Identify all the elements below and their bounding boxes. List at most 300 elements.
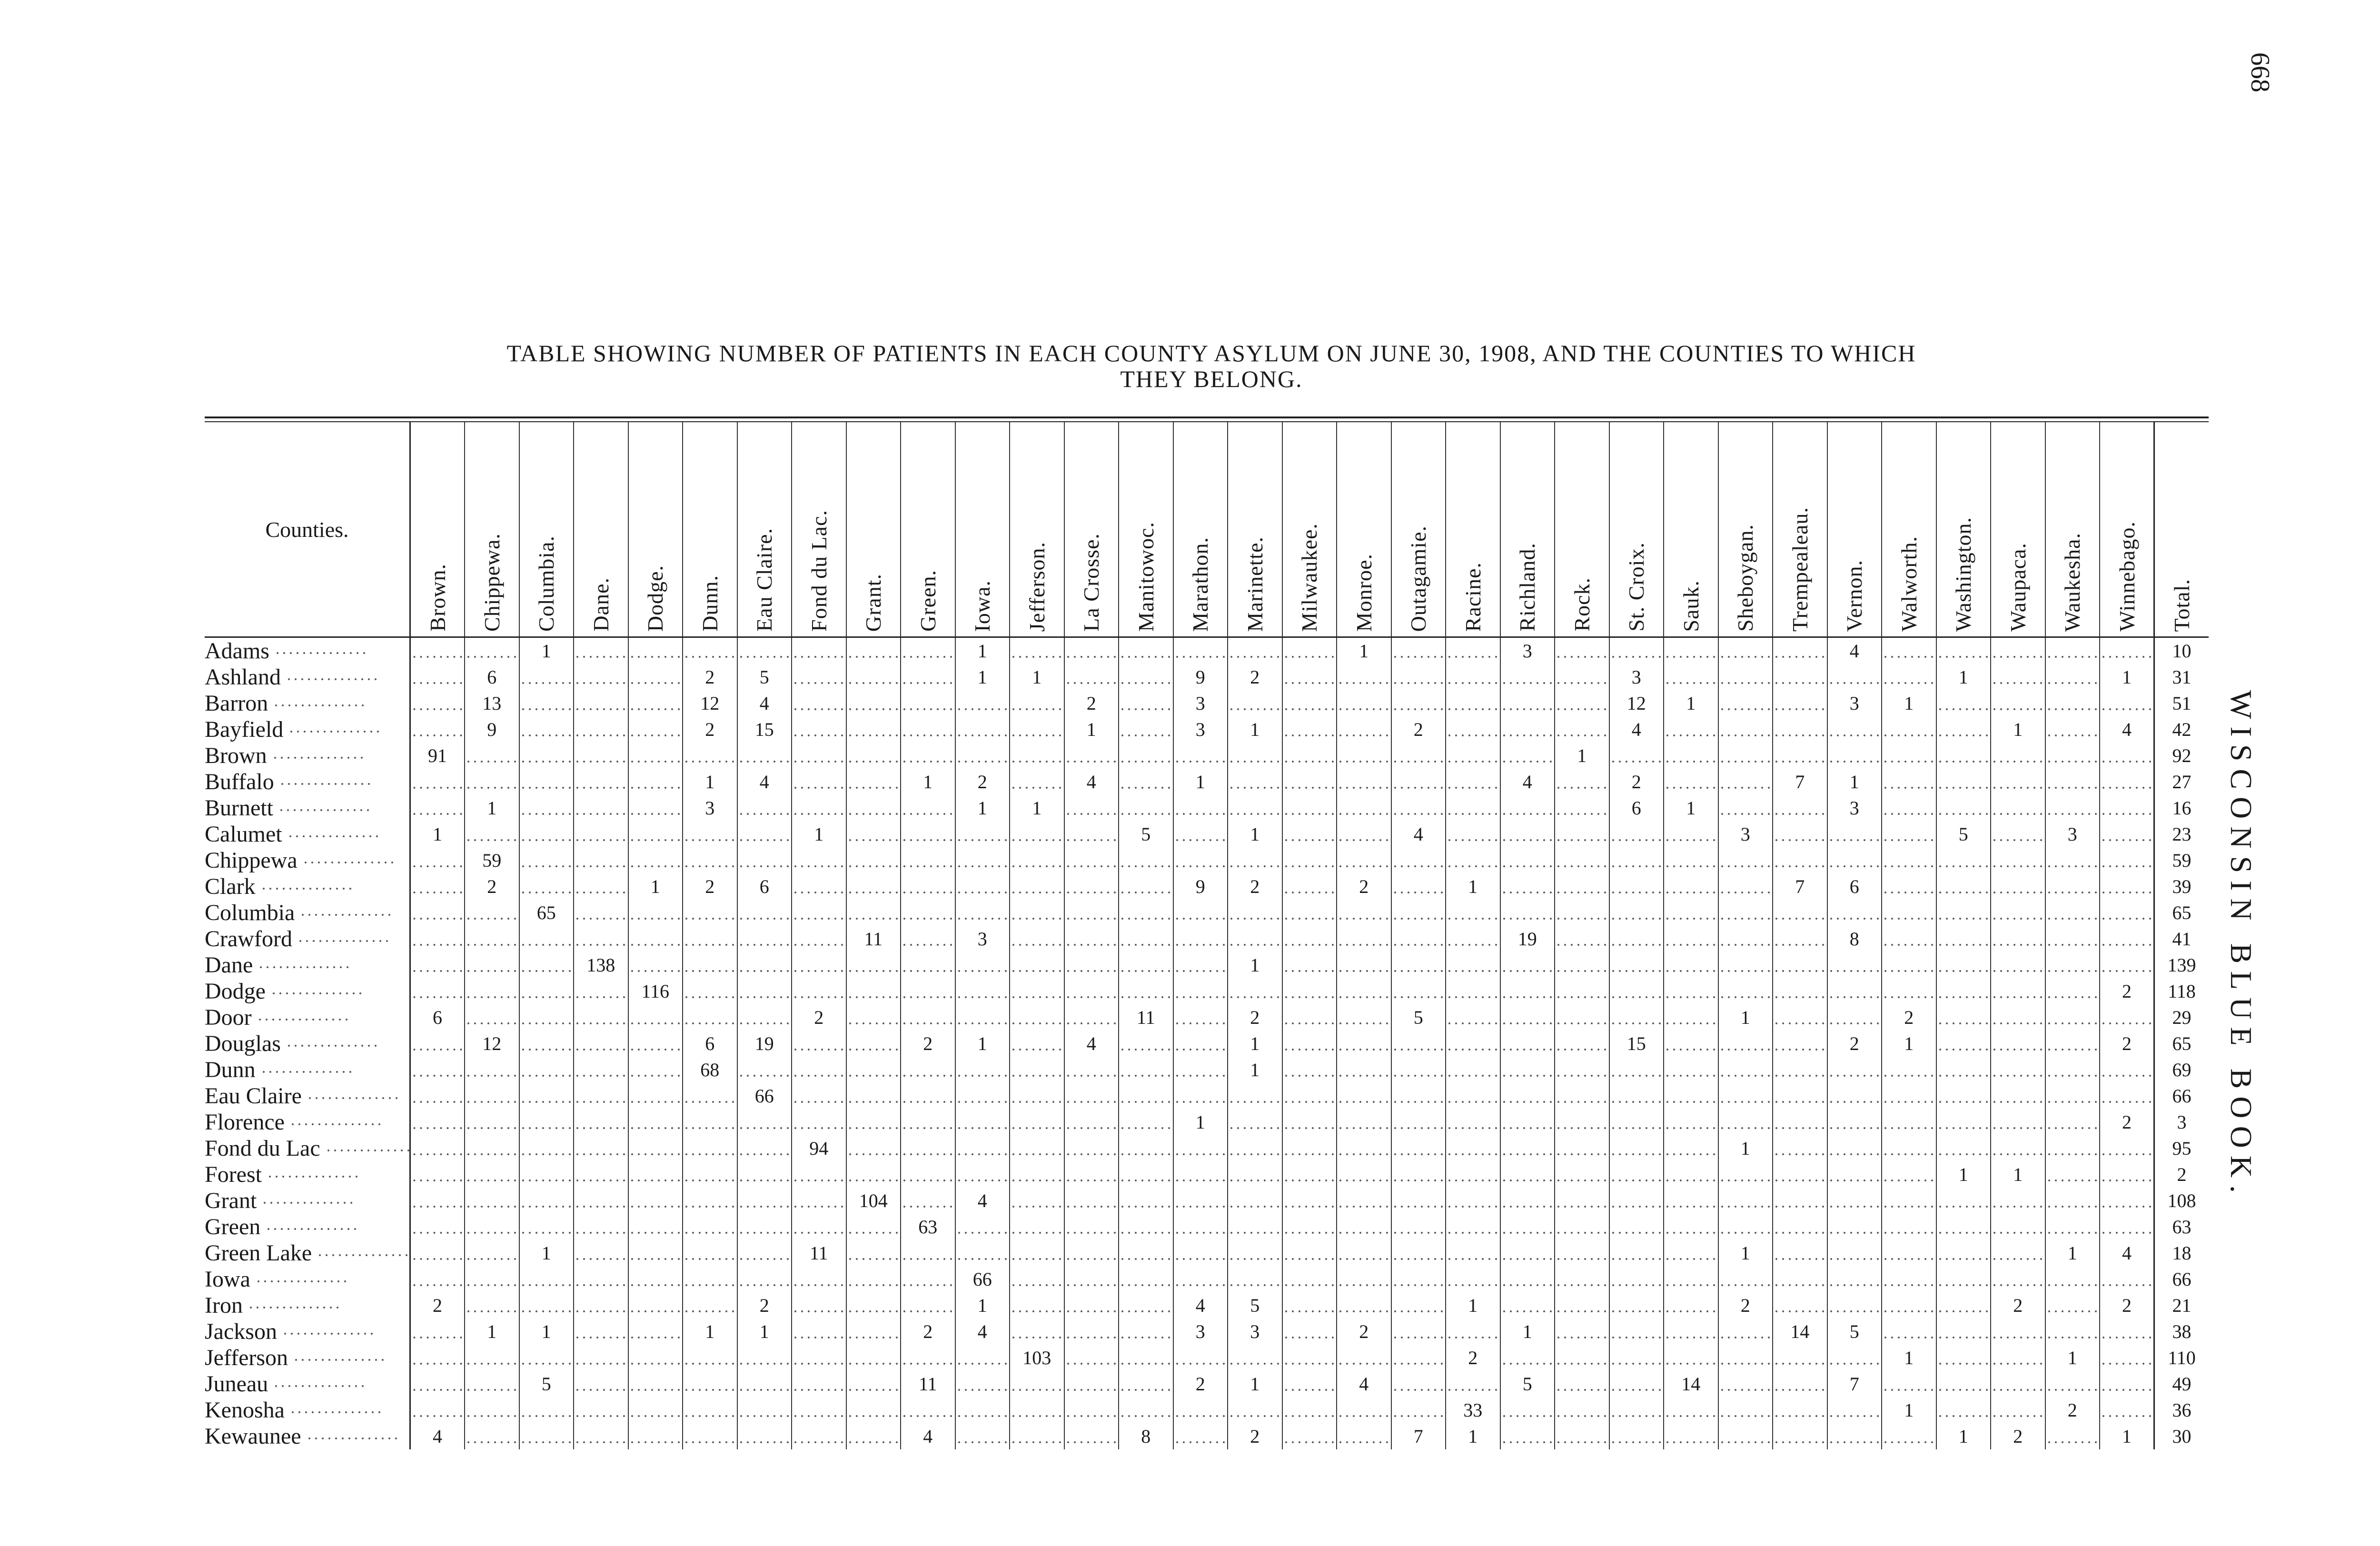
dot-leader — [257, 1018, 352, 1021]
table-row — [205, 1292, 2209, 1318]
table-row — [205, 690, 2209, 716]
count-cell — [1773, 716, 1827, 743]
column-header — [846, 422, 901, 637]
count-cell — [901, 716, 955, 743]
count-cell — [2100, 1109, 2154, 1135]
dot-leader — [287, 835, 382, 838]
count-cell — [1119, 1161, 1173, 1188]
dot-leader — [248, 1306, 343, 1309]
count-cell — [1282, 664, 1337, 690]
count-cell — [1391, 821, 1446, 847]
count-cell — [1664, 952, 1718, 978]
count-cell — [1064, 1371, 1119, 1397]
count-cell — [1609, 1031, 1664, 1057]
count-cell — [465, 1083, 519, 1109]
count-value: 9 — [1194, 876, 1207, 897]
count-cell — [1609, 743, 1664, 769]
count-cell — [2045, 664, 2100, 690]
count-cell — [465, 821, 519, 847]
count-value: 104 — [857, 1190, 890, 1211]
count-cell — [1991, 847, 2045, 873]
count-cell — [628, 1371, 683, 1397]
count-cell — [1337, 900, 1391, 926]
count-value: 4 — [976, 1321, 989, 1342]
count-cell — [1773, 1292, 1827, 1318]
count-cell — [683, 1135, 737, 1161]
county-name-cell — [205, 1135, 410, 1161]
count-cell — [1173, 1057, 1228, 1083]
count-cell — [2045, 1004, 2100, 1031]
count-cell — [1010, 978, 1064, 1004]
count-cell — [628, 978, 683, 1004]
count-value: 1 — [2066, 1242, 2079, 1264]
count-cell — [628, 769, 683, 795]
total-value: 38 — [2171, 1321, 2193, 1342]
count-cell — [1337, 1135, 1391, 1161]
count-cell — [2100, 795, 2154, 821]
dot-leader — [260, 887, 356, 890]
count-cell — [1010, 1135, 1064, 1161]
count-cell — [1664, 873, 1718, 900]
county-name: Crawford — [205, 926, 297, 951]
count-cell — [1064, 1109, 1119, 1135]
count-cell — [792, 1292, 846, 1318]
count-value: 2 — [485, 876, 498, 897]
count-cell — [1664, 1397, 1718, 1423]
count-cell — [846, 1266, 901, 1292]
count-cell — [683, 1109, 737, 1135]
count-cell — [1773, 873, 1827, 900]
count-cell — [519, 1031, 574, 1057]
count-cell — [410, 1031, 465, 1057]
count-cell — [1228, 1292, 1282, 1318]
total-cell — [2154, 1135, 2209, 1161]
count-value: 2 — [1412, 719, 1425, 740]
dot-leader — [258, 966, 353, 969]
count-value: 6 — [1848, 876, 1861, 897]
count-cell — [1773, 743, 1827, 769]
count-cell — [1064, 716, 1119, 743]
count-value: 11 — [862, 928, 884, 950]
table-row — [205, 769, 2209, 795]
count-cell — [792, 1423, 846, 1449]
dot-leader — [255, 1280, 350, 1283]
count-cell — [1991, 743, 2045, 769]
count-value: 3 — [976, 928, 989, 950]
county-name-cell — [205, 1292, 410, 1318]
count-cell — [846, 1109, 901, 1135]
count-cell — [574, 690, 628, 716]
table-row — [205, 978, 2209, 1004]
count-cell — [792, 1397, 846, 1423]
count-value: 1 — [1248, 1033, 1261, 1054]
count-cell — [901, 1031, 955, 1057]
count-value: 1 — [540, 1242, 553, 1264]
count-cell — [628, 690, 683, 716]
count-cell — [1664, 1083, 1718, 1109]
count-cell — [1718, 1004, 1773, 1031]
count-cell — [846, 690, 901, 716]
count-cell — [1446, 1188, 1500, 1214]
count-cell — [2100, 847, 2154, 873]
total-cell — [2154, 1397, 2209, 1423]
count-cell — [1991, 1423, 2045, 1449]
count-cell — [1609, 1057, 1664, 1083]
count-cell — [2100, 1345, 2154, 1371]
count-cell — [2100, 1423, 2154, 1449]
count-value: 2 — [2011, 1426, 2024, 1447]
count-cell — [519, 952, 574, 978]
count-cell — [1391, 1240, 1446, 1266]
total-value: 36 — [2171, 1399, 2193, 1421]
count-cell — [574, 821, 628, 847]
count-cell — [1936, 1057, 1991, 1083]
count-cell — [901, 1083, 955, 1109]
count-value: 4 — [976, 1190, 989, 1211]
count-cell — [574, 1161, 628, 1188]
count-cell — [846, 1057, 901, 1083]
count-cell — [1936, 1345, 1991, 1371]
count-cell — [519, 900, 574, 926]
count-cell — [1446, 1135, 1500, 1161]
count-value: 1 — [2011, 719, 2024, 740]
count-value: 3 — [1521, 640, 1534, 662]
column-header — [1555, 422, 1609, 637]
count-cell — [1010, 795, 1064, 821]
count-cell — [1827, 1292, 1882, 1318]
column-header-label: Columbia. — [534, 535, 559, 632]
count-cell — [1119, 926, 1173, 952]
column-header — [1882, 422, 1936, 637]
count-cell — [1337, 664, 1391, 690]
table-row — [205, 1057, 2209, 1083]
count-cell — [1173, 637, 1228, 664]
count-cell — [574, 1135, 628, 1161]
count-cell — [1337, 952, 1391, 978]
count-cell — [1500, 743, 1555, 769]
count-cell — [1010, 847, 1064, 873]
column-header-label: Jefferson. — [1024, 541, 1049, 632]
count-cell — [1064, 1240, 1119, 1266]
count-cell — [2045, 978, 2100, 1004]
count-cell — [1827, 952, 1882, 978]
count-cell — [955, 1266, 1010, 1292]
count-cell — [1282, 637, 1337, 664]
count-cell — [519, 1109, 574, 1135]
count-cell — [2100, 1266, 2154, 1292]
column-header — [465, 422, 519, 637]
count-cell — [1282, 1371, 1337, 1397]
count-value: 4 — [1630, 719, 1643, 740]
total-cell — [2154, 873, 2209, 900]
dot-leader — [317, 1254, 410, 1257]
column-header-label: Grant. — [861, 573, 886, 632]
dot-leader — [267, 1175, 362, 1178]
count-cell — [2045, 716, 2100, 743]
column-header — [1391, 422, 1446, 637]
total-value: 139 — [2166, 954, 2198, 976]
count-cell — [1500, 900, 1555, 926]
count-value: 3 — [1848, 693, 1861, 714]
count-value: 4 — [2120, 1242, 2133, 1264]
count-cell — [683, 978, 737, 1004]
count-cell — [792, 926, 846, 952]
count-cell — [901, 1345, 955, 1371]
count-cell — [1228, 690, 1282, 716]
count-cell — [1391, 873, 1446, 900]
count-cell — [955, 978, 1010, 1004]
county-name-cell — [205, 664, 410, 690]
count-cell — [1064, 952, 1119, 978]
count-cell — [901, 1318, 955, 1345]
count-cell — [901, 873, 955, 900]
count-cell — [1773, 1423, 1827, 1449]
count-cell — [1773, 1161, 1827, 1188]
count-cell — [1337, 743, 1391, 769]
county-name: Door — [205, 1005, 257, 1030]
count-value: 2 — [921, 1033, 934, 1054]
county-name: Kenosha — [205, 1397, 289, 1423]
count-cell — [2100, 1031, 2154, 1057]
count-cell — [2045, 1109, 2100, 1135]
count-value: 5 — [1521, 1373, 1534, 1395]
count-cell — [1282, 1397, 1337, 1423]
count-cell — [901, 1188, 955, 1214]
count-cell — [1991, 1109, 2045, 1135]
title-line-1: TABLE SHOWING NUMBER OF PATIENTS IN EACH COUNTY ASYLUM ON JUNE 30, 1908, AND THE COUNTIES TO WHICH — [506, 340, 1916, 367]
count-value: 63 — [916, 1216, 939, 1238]
count-cell — [846, 1318, 901, 1345]
count-cell — [1010, 952, 1064, 978]
count-cell — [1664, 716, 1718, 743]
counties-header: Counties. — [205, 422, 410, 637]
total-value: 69 — [2171, 1059, 2193, 1080]
dot-leader — [307, 1097, 402, 1100]
count-cell — [465, 847, 519, 873]
count-cell — [1228, 847, 1282, 873]
count-cell — [1228, 1240, 1282, 1266]
count-cell — [1555, 716, 1609, 743]
count-cell — [901, 1109, 955, 1135]
count-cell — [1773, 1240, 1827, 1266]
count-cell — [1718, 926, 1773, 952]
dot-leader — [265, 1228, 360, 1230]
count-cell — [1282, 873, 1337, 900]
count-cell — [1609, 978, 1664, 1004]
count-cell — [1718, 1292, 1773, 1318]
count-cell — [2045, 847, 2100, 873]
count-cell — [1010, 1214, 1064, 1240]
county-name-cell — [205, 716, 410, 743]
count-value: 1 — [1194, 1111, 1207, 1133]
count-cell — [1718, 1161, 1773, 1188]
column-header-label: La Crosse. — [1079, 533, 1104, 632]
count-value: 1 — [1466, 1426, 1479, 1447]
count-cell — [1119, 1004, 1173, 1031]
count-cell — [1500, 1057, 1555, 1083]
count-cell — [846, 1161, 901, 1188]
count-cell — [628, 637, 683, 664]
count-cell — [574, 873, 628, 900]
count-cell — [1936, 1135, 1991, 1161]
count-cell — [1936, 716, 1991, 743]
count-cell — [1337, 637, 1391, 664]
county-name: Douglas — [205, 1031, 286, 1056]
count-cell — [1555, 1371, 1609, 1397]
count-cell — [410, 1345, 465, 1371]
count-cell — [1609, 1423, 1664, 1449]
count-cell — [1609, 1004, 1664, 1031]
count-cell — [1936, 1266, 1991, 1292]
column-header — [1936, 422, 1991, 637]
count-cell — [1500, 926, 1555, 952]
column-header — [1119, 422, 1173, 637]
count-cell — [1391, 1371, 1446, 1397]
count-cell — [410, 1318, 465, 1345]
county-name: Eau Claire — [205, 1083, 307, 1109]
table-row — [205, 1371, 2209, 1397]
count-cell — [2100, 1214, 2154, 1240]
count-cell — [683, 1397, 737, 1423]
count-cell — [1282, 1188, 1337, 1214]
count-value: 1 — [758, 1321, 771, 1342]
count-cell — [1282, 1345, 1337, 1371]
count-cell — [955, 1083, 1010, 1109]
count-cell — [1882, 1083, 1936, 1109]
count-cell — [1391, 743, 1446, 769]
count-cell — [628, 1057, 683, 1083]
count-cell — [1282, 1214, 1337, 1240]
count-value: 1 — [1957, 1426, 1970, 1447]
count-cell — [465, 743, 519, 769]
count-cell — [519, 873, 574, 900]
count-value: 5 — [1412, 1007, 1425, 1028]
count-cell — [1609, 1161, 1664, 1188]
dot-leader — [273, 1385, 368, 1387]
count-cell — [901, 900, 955, 926]
count-cell — [1936, 690, 1991, 716]
count-cell — [1064, 873, 1119, 900]
count-value: 4 — [1521, 771, 1534, 793]
count-cell — [1282, 1292, 1337, 1318]
county-name: Buffalo — [205, 769, 279, 794]
total-cell — [2154, 1345, 2209, 1371]
dot-leader — [289, 1123, 385, 1126]
count-cell — [410, 1135, 465, 1161]
count-cell — [1664, 1345, 1718, 1371]
count-cell — [737, 1371, 792, 1397]
total-value: 29 — [2171, 1007, 2193, 1028]
count-cell — [1718, 1188, 1773, 1214]
total-cell — [2154, 1188, 2209, 1214]
count-cell — [737, 1031, 792, 1057]
count-value: 2 — [1248, 1007, 1261, 1028]
count-cell — [1391, 664, 1446, 690]
count-cell — [1228, 926, 1282, 952]
count-cell — [1882, 926, 1936, 952]
column-header-label: Manitowoc. — [1133, 521, 1158, 632]
count-cell — [683, 900, 737, 926]
count-cell — [1337, 1397, 1391, 1423]
count-cell — [465, 1423, 519, 1449]
count-cell — [1228, 821, 1282, 847]
count-cell — [1555, 1188, 1609, 1214]
total-value: 51 — [2171, 693, 2193, 714]
count-cell — [628, 1109, 683, 1135]
count-value: 5 — [758, 666, 771, 688]
count-cell — [1609, 1240, 1664, 1266]
count-cell — [737, 1083, 792, 1109]
count-cell — [1936, 1318, 1991, 1345]
count-cell — [792, 821, 846, 847]
dot-leader — [261, 1201, 357, 1204]
count-cell — [1500, 847, 1555, 873]
count-cell — [1337, 1057, 1391, 1083]
count-cell — [574, 769, 628, 795]
count-cell — [1064, 795, 1119, 821]
count-cell — [2045, 1423, 2100, 1449]
total-value: 66 — [2171, 1269, 2193, 1290]
count-cell — [1882, 978, 1936, 1004]
count-cell — [846, 1240, 901, 1266]
count-cell — [1119, 1318, 1173, 1345]
count-value: 1 — [2120, 666, 2133, 688]
county-name-cell — [205, 743, 410, 769]
count-cell — [1010, 1057, 1064, 1083]
count-value: 4 — [2120, 719, 2133, 740]
county-name: Jackson — [205, 1319, 282, 1344]
count-cell — [1882, 952, 1936, 978]
count-cell — [792, 1135, 846, 1161]
count-cell — [1936, 1109, 1991, 1135]
dot-leader — [278, 809, 373, 812]
count-value: 2 — [1194, 1373, 1207, 1395]
count-cell — [1882, 1345, 1936, 1371]
column-header-label: Rock. — [1569, 577, 1594, 632]
count-cell — [465, 1135, 519, 1161]
count-value: 65 — [535, 902, 558, 923]
count-cell — [1010, 1266, 1064, 1292]
count-cell — [1991, 1188, 2045, 1214]
count-cell — [574, 900, 628, 926]
count-cell — [1936, 1240, 1991, 1266]
count-cell — [1173, 1423, 1228, 1449]
table-row — [205, 664, 2209, 690]
count-value: 59 — [480, 850, 503, 871]
column-header-label: Waupaca. — [2005, 543, 2030, 632]
county-name: Burnett — [205, 795, 278, 821]
count-cell — [792, 1188, 846, 1214]
count-cell — [683, 795, 737, 821]
count-cell — [1282, 743, 1337, 769]
count-cell — [465, 1214, 519, 1240]
count-cell — [1064, 1423, 1119, 1449]
count-value: 11 — [917, 1373, 939, 1395]
count-cell — [410, 978, 465, 1004]
count-value: 5 — [540, 1373, 553, 1395]
count-cell — [410, 795, 465, 821]
column-header-label: Vernon. — [1842, 559, 1867, 632]
count-cell — [628, 1266, 683, 1292]
count-cell — [1936, 1292, 1991, 1318]
count-cell — [1991, 1057, 2045, 1083]
count-cell — [792, 637, 846, 664]
count-cell — [1500, 1109, 1555, 1135]
table-row — [205, 1188, 2209, 1214]
count-cell — [1555, 1345, 1609, 1371]
count-cell — [1664, 690, 1718, 716]
count-cell — [1827, 1266, 1882, 1292]
